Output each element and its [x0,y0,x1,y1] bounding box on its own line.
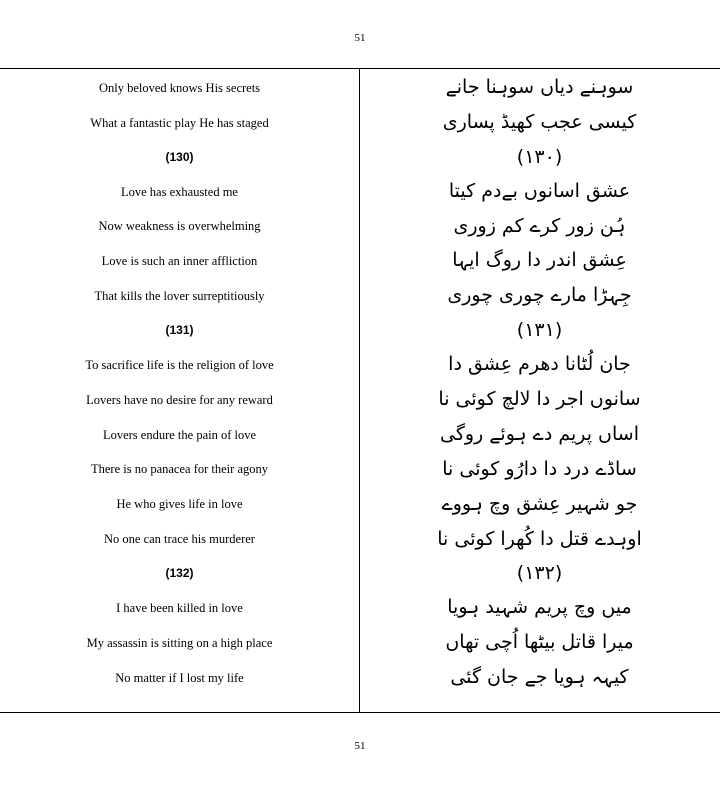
verse-line: اوہدے قتل دا کُھرا کوئی نا [437,527,642,550]
verse-line: Only beloved knows His secrets [98,81,261,95]
verse-line: I have been killed in love [116,600,243,615]
verse-line: Lovers have no desire for any reward [86,392,273,407]
verse-line: Lovers endure the pain of love [102,427,257,442]
verse-line: He who gives life in love [116,497,243,512]
english-translation-column [0,69,359,712]
verse-line: عشق اسانوں بےدم کیتا [448,179,631,202]
urdu-original-column [359,69,720,712]
page-number-bottom: 51 [354,740,366,752]
verse-line: To sacrifice life is the religion of love [85,357,274,372]
verse-line: My assassin is sitting on a high place [86,635,273,650]
horizontal-rule-bottom [0,712,720,713]
verse-line: No matter if I lost my life [115,670,244,685]
verse-line: Love has exhausted me [121,184,238,199]
verse-line: What a fantastic play He has staged [90,115,269,130]
verse-line: سوہنے دیاں سوہنا جانے [445,76,634,98]
verse-line: اساں پریم دے ہوئے روگی [440,422,639,445]
verse-line: ساڈے درد دا دارُو کوئی نا [442,457,637,480]
verse-number: (132) [165,566,194,581]
verse-line: کیہہ ہویا جے جان گئی [450,666,629,689]
verse-line: No one can trace his murderer [104,532,255,547]
verse-line: جان لُٹانا دھرم عِشق دا [448,353,631,376]
verse-line: میرا قاتل بیٹھا اُچی تھاں [445,631,634,654]
verse-line: Love is such an inner affliction [101,254,258,269]
verse-line: میں وچ پریم شہید ہویا [447,596,632,619]
verse-number: (131) [165,323,194,338]
verse-line: That kills the lover surreptitiously [94,289,265,304]
verse-number: (130) [165,149,194,164]
verse-line: عِشق اندر دا روگ ایہا [452,249,627,272]
verse-line: کیسی عجب کھیڈ پساری [442,110,637,133]
text-columns [0,69,720,712]
verse-line: جِہڑا مارے چوری چوری [447,284,632,307]
verse-line: There is no panacea for their agony [90,462,268,477]
page-number-top: 51 [354,32,366,44]
verse-line: ہُن زور کرے کم زوری [453,214,626,237]
verse-line: Now weakness is overwhelming [98,219,261,234]
verse-line: جو شہیر عِشق وچ ہووے [441,492,638,515]
verse-number: (۱۳۲) [516,562,563,585]
verse-line: سانوں اجر دا لالچ کوئی نا [438,388,641,411]
verse-number: (۱۳۰) [516,145,563,168]
verse-number: (۱۳۱) [516,319,563,342]
